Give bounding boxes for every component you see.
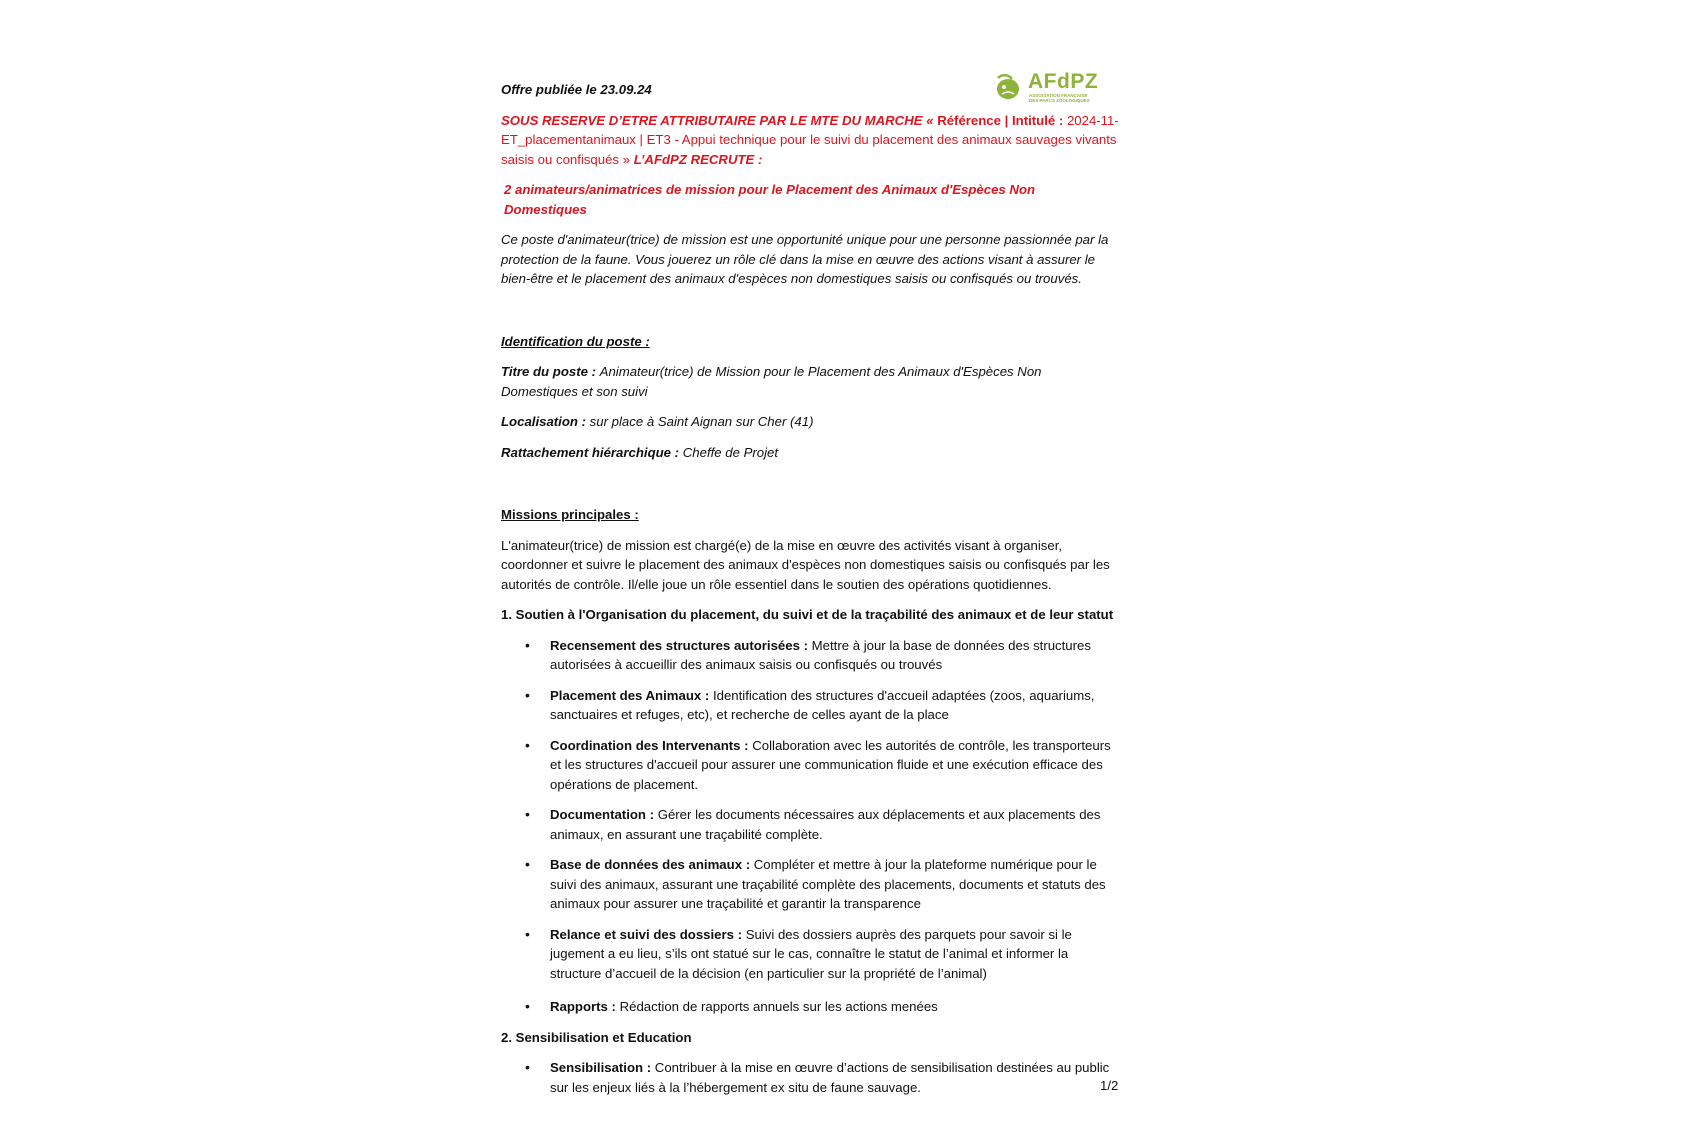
- list-item: [501, 686, 1121, 725]
- job-title-field: [501, 362, 1121, 401]
- list-item-label: Recensement des structures autorisées :: [550, 637, 812, 653]
- list-item: [501, 925, 1121, 984]
- page-number: 1/2: [1100, 1078, 1119, 1093]
- section-1-list: [501, 636, 1121, 1017]
- hierarchy-value: Cheffe de Projet: [682, 444, 779, 460]
- document-page: [501, 80, 1121, 1108]
- reserve-ref-text: 2024-11-ET_placementanimaux | ET3 - Appui technique pour le suivi du placement des animaux sauvages vivants saisis ou confisqués »: [501, 112, 1119, 167]
- list-item-text: Collaboration avec les autorités de contrôle, les transporteurs et les structures d'accueil pour assurer une communication fluide et une exécution efficace des opérations de placement.: [550, 737, 1111, 792]
- logo-subtitle: ASSOCIATION FRANÇAISE DES PARCS ZOOLOGIQUES: [1029, 93, 1090, 103]
- reserve-notice: [501, 111, 1121, 170]
- section-2-heading: 2. Sensibilisation et Education: [501, 1029, 692, 1045]
- list-item-label: Sensibilisation :: [550, 1060, 655, 1075]
- list-item: [501, 805, 1121, 844]
- reserve-prefix: SOUS RESERVE D’ETRE ATTRIBUTAIRE PAR LE MTE DU MARCHE «: [501, 112, 938, 128]
- identification-heading: Identification du poste :: [501, 333, 650, 349]
- list-item-label: Rapports :: [550, 999, 620, 1014]
- section-1-heading: 1. Soutien à l'Organisation du placement, du suivi et de la traçabilité des animaux et de leur statut: [501, 607, 1114, 622]
- section-2-list: [501, 1058, 1121, 1097]
- missions-intro: L'animateur(trice) de mission est chargé(e) de la mise en œuvre des activités visant à organiser, coordonner et suivre le placement des animaux d'espèces non domestiques saisis ou confisqués par les autorités de contrôle. Il/elle joue un rôle essentiel dans le soutien des opérations quotidiennes.: [501, 537, 1110, 592]
- list-item-label: Documentation :: [550, 807, 658, 822]
- list-item: [501, 855, 1121, 914]
- list-item-label: Coordination des Intervenants :: [550, 737, 753, 753]
- job-title-label: Titre du poste :: [501, 364, 600, 379]
- list-item-label: Placement des Animaux :: [550, 687, 713, 703]
- job-title-line: 2 animateurs/animatrices de mission pour le Placement des Animaux d'Espèces Non Domestiques: [504, 182, 1036, 217]
- publication-date: Offre publiée le 23.09.24: [501, 82, 652, 97]
- list-item-text: Rédaction de rapports annuels sur les actions menées: [619, 999, 938, 1014]
- location-value: sur place à Saint Aignan sur Cher (41): [589, 414, 814, 429]
- hierarchy-field: [501, 443, 1121, 463]
- list-item-text: Mettre à jour la base de données des structures autorisées à accueillir des animaux saisis ou confisqués ou trouvés: [550, 637, 1091, 672]
- list-item-label: Base de données des animaux :: [550, 857, 754, 872]
- list-item: [501, 736, 1121, 795]
- list-item-text: Compléter et mettre à jour la plateforme numérique pour le suivi des animaux, assurant une traçabilité complète des placements, documents et statuts des animaux pour assurer une traçabilité et garantir la transparence: [550, 857, 1106, 911]
- location-field: [501, 412, 1121, 432]
- list-item-text: Gérer les documents nécessaires aux déplacements et aux placements des animaux, en assurant une traçabilité complète.: [550, 807, 1101, 842]
- reserve-ref-label: Référence | Intitulé :: [937, 112, 1067, 128]
- list-item: [501, 1058, 1121, 1097]
- intro-paragraph: Ce poste d'animateur(trice) de mission est une opportunité unique pour une personne passionnée par la protection de la faune. Vous jouerez un rôle clé dans la mise en œuvre des actions visant à assurer le bien-être et le placement des animaux d'espèces non domestiques saisis ou confisqués ou trouvés.: [501, 232, 1109, 286]
- recruit-text: L’AFdPZ RECRUTE :: [633, 151, 763, 167]
- list-item: [501, 636, 1121, 675]
- list-item-text: Contribuer à la mise en œuvre d’actions de sensibilisation destinées au public sur les enjeux liés à la l’hébergement ex situ de faune sauvage.: [550, 1060, 1110, 1095]
- list-item: [501, 997, 1121, 1017]
- location-label: Localisation :: [501, 414, 590, 429]
- logo-text: AFdPZ: [1028, 70, 1099, 93]
- hierarchy-label: Rattachement hiérarchique :: [501, 444, 683, 460]
- list-item-text: Suivi des dossiers auprès des parquets pour savoir si le jugement a eu lieu, s’ils ont statué sur le cas, connaître le statut de l’animal et informer la structure d’accueil de la décision (en particulier sur la propriété de l’animal): [550, 926, 1072, 981]
- list-item-text: Identification des structures d'accueil adaptées (zoos, aquariums, sanctuaires et refuges, etc), et recherche de celles ayant de la place: [550, 687, 1095, 722]
- missions-heading: Missions principales :: [501, 507, 639, 522]
- job-title-value: Animateur(trice) de Mission pour le Placement des Animaux d'Espèces Non Domestiques et son suivi: [501, 364, 1042, 399]
- list-item-label: Relance et suivi des dossiers :: [550, 926, 746, 942]
